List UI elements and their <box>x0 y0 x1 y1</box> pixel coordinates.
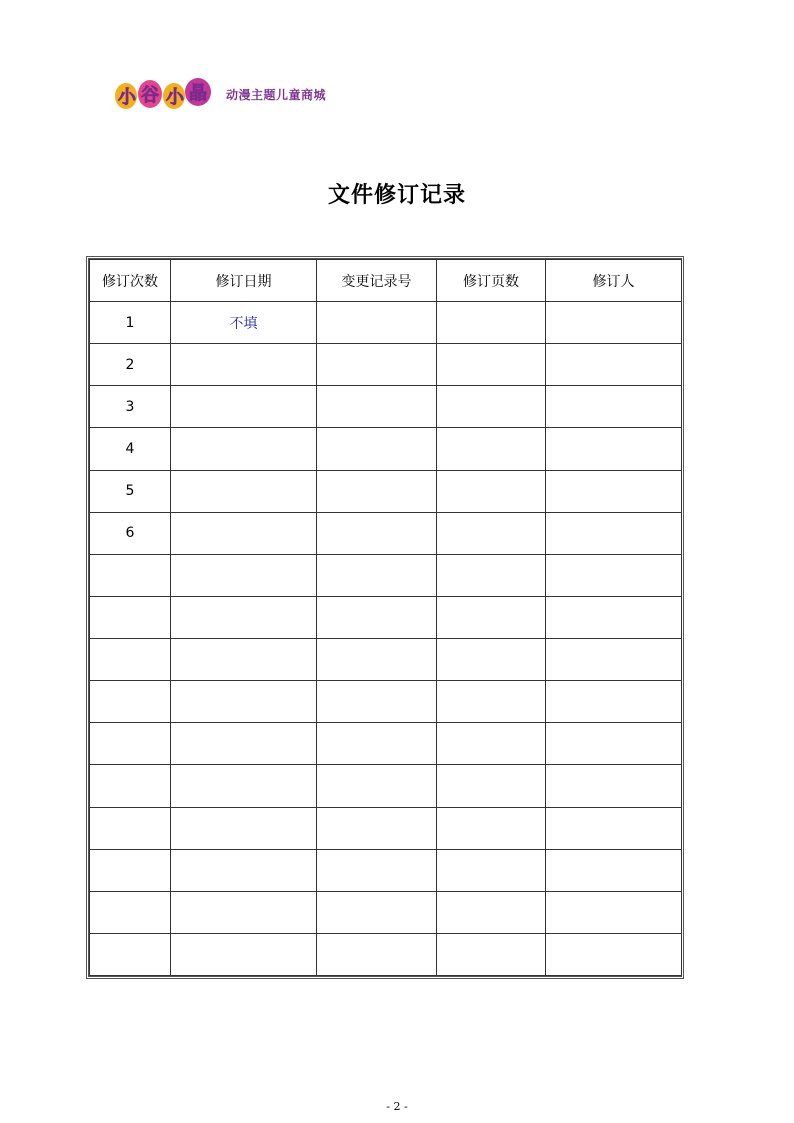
change-record-no-cell <box>317 302 437 344</box>
revision-table-body <box>90 302 682 976</box>
revision-count-cell <box>90 639 171 681</box>
reviser-cell <box>546 428 682 470</box>
revision-count-cell <box>90 681 171 723</box>
revision-table <box>89 259 682 976</box>
change-record-no-cell <box>317 470 437 512</box>
change-record-no-cell <box>317 386 437 428</box>
table-row <box>90 512 682 554</box>
revision-count-cell <box>90 933 171 975</box>
table-row <box>90 807 682 849</box>
revision-count-cell: 4 <box>90 428 171 470</box>
table-row <box>90 849 682 891</box>
svg-text:晶: 晶 <box>189 83 207 104</box>
revision-date-cell <box>171 639 317 681</box>
table-row <box>90 596 682 638</box>
table-row <box>90 933 682 975</box>
table-row <box>90 723 682 765</box>
revision-count-cell <box>90 596 171 638</box>
revision-date-cell <box>171 723 317 765</box>
revision-count-cell <box>90 807 171 849</box>
change-record-no-cell <box>317 596 437 638</box>
revision-date-cell <box>171 344 317 386</box>
table-row <box>90 302 682 344</box>
reviser-cell <box>546 933 682 975</box>
revised-pages-cell <box>437 428 546 470</box>
revised-pages-cell <box>437 807 546 849</box>
table-row <box>90 891 682 933</box>
revision-count-cell: 6 <box>90 512 171 554</box>
revision-count-cell: 2 <box>90 344 171 386</box>
revision-date-cell <box>171 428 317 470</box>
change-record-no-cell <box>317 681 437 723</box>
revised-pages-cell <box>437 386 546 428</box>
reviser-cell <box>546 807 682 849</box>
document-title: 文件修订记录 <box>327 183 466 208</box>
change-record-no-cell <box>317 891 437 933</box>
reviser-cell <box>546 302 682 344</box>
revised-pages-cell <box>437 596 546 638</box>
change-record-no-cell <box>317 807 437 849</box>
column-header-revision-count: 修订次数 <box>90 260 171 302</box>
revised-pages-cell <box>437 681 546 723</box>
reviser-cell <box>546 344 682 386</box>
revision-date-cell <box>171 554 317 596</box>
brand-tagline: 动漫主题儿童商城 <box>226 88 327 102</box>
revision-date-cell <box>171 849 317 891</box>
change-record-no-cell <box>317 554 437 596</box>
reviser-cell <box>546 849 682 891</box>
revision-count-cell <box>90 849 171 891</box>
revised-pages-cell <box>437 933 546 975</box>
revision-count-cell: 3 <box>90 386 171 428</box>
table-row <box>90 386 682 428</box>
revision-date-cell <box>171 765 317 807</box>
reviser-cell <box>546 554 682 596</box>
revision-count-cell <box>90 891 171 933</box>
reviser-cell <box>546 765 682 807</box>
revision-date-cell <box>171 596 317 638</box>
column-header-revision-date: 修订日期 <box>171 260 317 302</box>
revision-date-cell <box>171 807 317 849</box>
revision-count-cell: 5 <box>90 470 171 512</box>
change-record-no-cell <box>317 723 437 765</box>
page-number: - 2 - <box>386 1100 408 1113</box>
change-record-no-cell <box>317 344 437 386</box>
reviser-cell <box>546 470 682 512</box>
revised-pages-cell <box>437 849 546 891</box>
revised-pages-cell <box>437 554 546 596</box>
revised-pages-cell <box>437 639 546 681</box>
revision-date-cell <box>171 681 317 723</box>
reviser-cell <box>546 596 682 638</box>
reviser-cell <box>546 891 682 933</box>
logo-wordmark <box>112 74 216 114</box>
revised-pages-cell <box>437 512 546 554</box>
revised-pages-cell <box>437 344 546 386</box>
change-record-no-cell <box>317 765 437 807</box>
revision-date-cell <box>171 891 317 933</box>
revision-date-cell <box>171 470 317 512</box>
revised-pages-cell <box>437 302 546 344</box>
table-row <box>90 681 682 723</box>
revised-pages-cell <box>437 891 546 933</box>
change-record-no-cell <box>317 639 437 681</box>
change-record-no-cell <box>317 933 437 975</box>
table-row <box>90 639 682 681</box>
column-header-revised-pages: 修订页数 <box>437 260 546 302</box>
table-row <box>90 470 682 512</box>
change-record-no-cell <box>317 512 437 554</box>
svg-text:谷: 谷 <box>141 85 159 106</box>
revision-date-cell <box>171 933 317 975</box>
revision-date-cell <box>171 512 317 554</box>
change-record-no-cell <box>317 428 437 470</box>
svg-text:小: 小 <box>118 87 136 108</box>
column-header-reviser: 修订人 <box>546 260 682 302</box>
reviser-cell <box>546 386 682 428</box>
change-record-no-cell <box>317 849 437 891</box>
revision-date-cell <box>171 386 317 428</box>
table-header-row <box>90 260 682 302</box>
revision-table-frame <box>86 256 684 979</box>
reviser-cell <box>546 723 682 765</box>
revised-pages-cell <box>437 723 546 765</box>
revision-count-cell <box>90 723 171 765</box>
reviser-cell <box>546 512 682 554</box>
revised-pages-cell <box>437 765 546 807</box>
reviser-cell <box>546 639 682 681</box>
table-row <box>90 765 682 807</box>
svg-text:小: 小 <box>166 87 184 108</box>
table-row <box>90 428 682 470</box>
column-header-change-record-no: 变更记录号 <box>317 260 437 302</box>
revised-pages-cell <box>437 470 546 512</box>
table-row <box>90 554 682 596</box>
revision-date-cell: 不填 <box>171 302 317 344</box>
revision-count-cell <box>90 765 171 807</box>
table-row <box>90 344 682 386</box>
reviser-cell <box>546 681 682 723</box>
revision-count-cell: 1 <box>90 302 171 344</box>
revision-count-cell <box>90 554 171 596</box>
